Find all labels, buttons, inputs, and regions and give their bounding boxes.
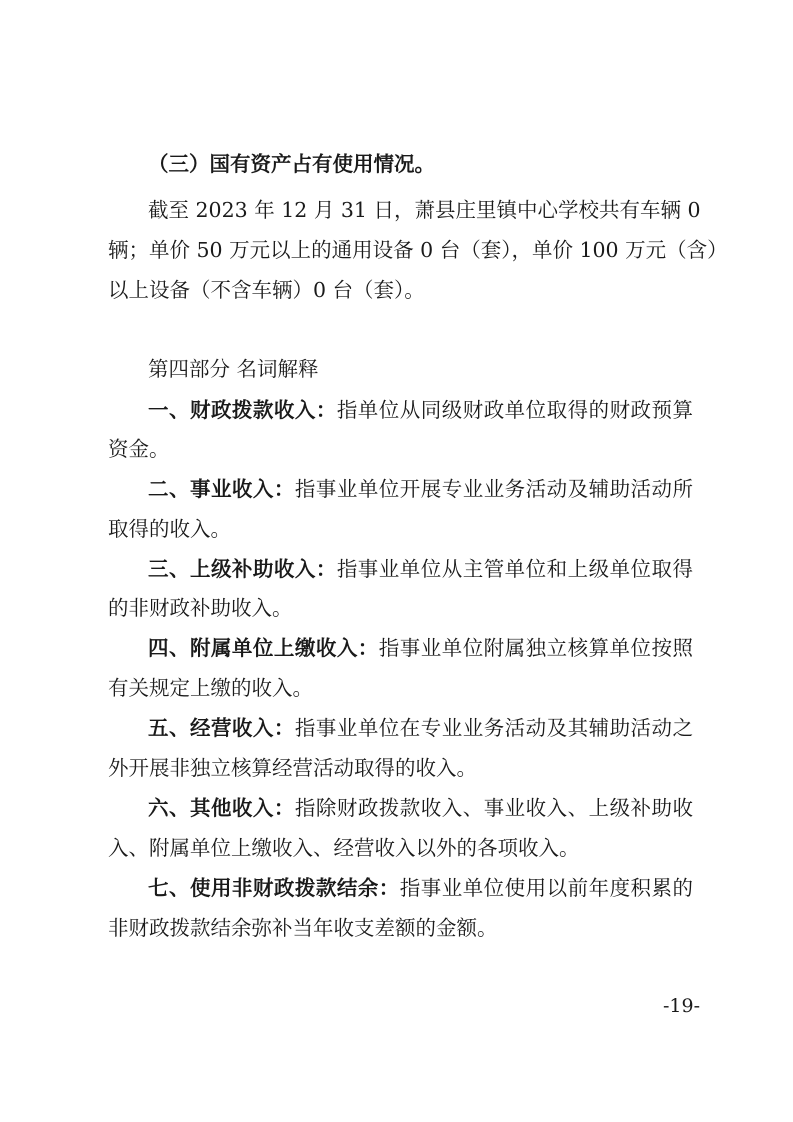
term-second-line: 取得的收入。 (108, 517, 231, 541)
term-name: 四、附属单位上缴收入： (148, 636, 379, 660)
term-first-line (148, 396, 693, 424)
term-first-line (148, 634, 693, 662)
term-name: 五、经营收入： (148, 716, 295, 740)
paragraph-line: 以上设备（不含车辆）0 台（套）。 (108, 278, 425, 302)
paragraph-line: 辆；单价 50 万元以上的通用设备 0 台（套），单价 100 万元（含） (108, 238, 728, 262)
term-definition: 指事业单位从主管单位和上级单位取得 (336, 557, 694, 581)
term-definition: 指除财政拨款收入、事业收入、上级补助收 (294, 796, 694, 820)
term-definition: 指事业单位使用以前年度积累的 (399, 876, 694, 900)
part-title: 第四部分 名词解释 (148, 357, 319, 381)
term-definition: 指事业单位附属独立核算单位按照 (378, 636, 694, 660)
term-name: 一、财政拨款收入： (148, 398, 337, 422)
paragraph-line: 截至 2023 年 12 月 31 日，萧县庄里镇中心学校共有车辆 0 (148, 198, 701, 222)
term-first-line (148, 475, 693, 503)
term-second-line: 有关规定上缴的收入。 (108, 676, 313, 700)
term-second-line: 入、附属单位上缴收入、经营收入以外的各项收入。 (108, 836, 580, 860)
term-second-line: 非财政拨款结余弥补当年收支差额的金额。 (108, 916, 498, 940)
term-first-line (148, 794, 693, 822)
term-second-line: 的非财政补助收入。 (108, 596, 293, 620)
term-name: 六、其他收入： (148, 796, 295, 820)
term-name: 三、上级补助收入： (148, 557, 337, 581)
term-first-line (148, 555, 693, 583)
term-definition: 指事业单位开展专业业务活动及辅助活动所 (294, 477, 694, 501)
term-definition: 指事业单位在专业业务活动及其辅助活动之 (294, 716, 694, 740)
term-first-line (148, 874, 693, 902)
page-number: -19- (662, 995, 700, 1017)
section-heading: （三）国有资产占有使用情况。 (148, 152, 435, 176)
term-definition: 指单位从同级财政单位取得的财政预算 (336, 398, 694, 422)
term-second-line: 外开展非独立核算经营活动取得的收入。 (108, 756, 477, 780)
term-name: 七、使用非财政拨款结余： (148, 876, 400, 900)
term-name: 二、事业收入： (148, 477, 295, 501)
term-second-line: 资金。 (108, 437, 170, 461)
term-first-line (148, 714, 693, 742)
